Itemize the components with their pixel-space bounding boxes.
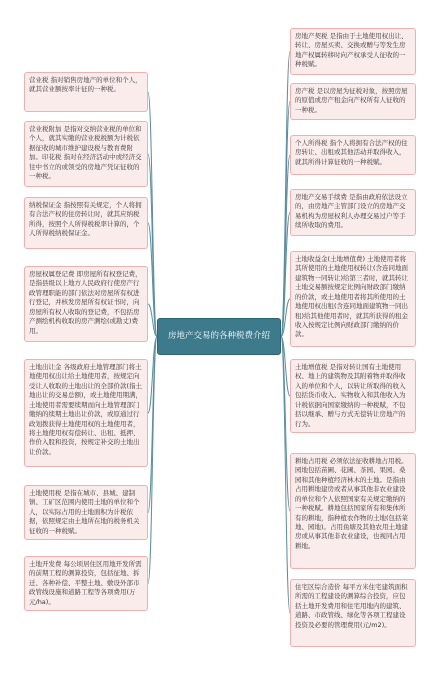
right-node-text: 住宅区综合造价 每平方米住宅建筑面积所需的工程建设的测算综合投资，应包括土地开发费用和住宅用地内的建筑、道路、市政管线、绿化等各项工程建设投资及必要的管理费用(元/m2)。 (295, 583, 408, 629)
left-node-text: 土地出让金 各级政府土地管理部门将土地使用权出让给土地使用者，按规定向受让人收取的土地出让的全部价款(指土地出让的交易总额)，或土地使用期满，土地使用者需要续期而向土地管理部门缴纳的续期土地出让价款，或原通过行政划拨获得土地使用权的土地使用者，将土地使用权有偿转让、出租、抵押、作价入股和投资，按规定补交的土地出让价款。 (29, 363, 143, 456)
right-node-gengdi-zhanyongshui[interactable] (290, 453, 416, 569)
left-node-fangwu-dengjifei[interactable] (24, 266, 148, 342)
right-node-text: 土地收益金(土地增值费) 土地使用者将其所使用的土地使用权转让(含连同地面建筑物一同转让)给第三者时，就其转让土地交易额按规定比例向财政部门缴纳的价款，或土地使用者将其所使用的土地使用权出租(含连同地面建筑物一同出租)给其他使用者时，就其所获得的租金收入按规定比例向财政部门缴纳的价款。 (295, 255, 409, 339)
left-node-text: 营业税 指对销售房地产的单位和个人，就其营业额按率计征的一种税。 (29, 76, 142, 94)
right-node-text: 个人所得税 指个人将拥有合法产权的住房转让、出租或其他活动并取得收入，就其所得计算征收的一种税赋。 (295, 139, 408, 166)
right-node-zonghe-zaojia[interactable] (290, 579, 416, 647)
right-node-tudi-zengzhishui[interactable] (290, 359, 416, 433)
connector-line (148, 154, 157, 337)
right-node-text: 房地产契税 是指由于土地使用权出让、转让、房屋买卖、交换或赠与等发生房地产权属转移时向产权承受人征收的一种税赋。 (295, 32, 408, 69)
left-node-yingyeshui-fujia[interactable] (24, 121, 148, 187)
left-node-yingyeshui[interactable] (24, 72, 148, 112)
left-node-tudi-kaifafei[interactable] (24, 556, 148, 611)
right-node-text: 耕地占用税 必须依法征收耕地占用税。园地包括苗圃、花圃、茶园、果园、桑园和其他种植经济林木的土地。是指由占用耕地建房或者从事其他非农业建设的单位和个人依照国家有关规定缴纳的一种税赋。耕地包括国家所有和集体所有的耕地，指种植农作物的土地(包括菜地、园地)。占用鱼塘及其他农用土地建房或从事其他非农业建设，也视同占用耕地。 (295, 457, 409, 550)
right-node-text: 房地产交易手续费 是指由政府依法设立的，由房地产主管部门设立的房地产交易机构为房屋权利人办理交易过户等手续所收取的费用。 (295, 193, 408, 230)
center-topic-label: 房地产交易的各种税费介绍 (167, 330, 270, 341)
right-node-geren-suodeshui[interactable] (290, 135, 416, 175)
right-node-text: 土地增值税 是指对转让国有土地使用权、地上的建筑物及其附着物并取得收入的单位和个人，以转让所取得的收入包括货币收入、实物收入和其他收入为计税依据向国家缴纳的一种税赋，不包括以继承、赠与方式无偿转让房地产的行为。 (295, 363, 406, 428)
right-node-tudi-shouyi[interactable] (290, 251, 416, 347)
left-node-text: 土地开发费 每公顷居住区用地开发所需的前期工程的测算投资，包括征地、拆迁、各种补偿、平整土地、敷设外部市政管线设施和道路工程等各项费用(万元/ha)。 (29, 560, 142, 606)
center-topic[interactable] (157, 318, 281, 355)
right-node-fangchanshui[interactable] (290, 83, 416, 120)
left-node-text: 纳税保证金 指按照有关规定，个人将拥有合法产权的住房转让时，就其应纳税所得，按照个人所得税税率计算的，个人所得税纳税保证金。 (29, 201, 142, 238)
right-node-jiaoyi-shouxufei[interactable] (290, 189, 416, 236)
left-node-text: 营业税附加 是指对交纳营业税的单位和个人，就其实缴的营业税税额为计税依据征收的城市维护建设税与教育费附加。印花税 指对在经济活动中或经济交往中书立的或领受的房地产凭证征收的一种税。 (29, 125, 142, 181)
right-node-text: 房产税 是以房屋为征税对象，按照房屋的原值或房产租金向产权所有人征收的一种税。 (295, 87, 408, 114)
left-node-text: 土地使用税 是指在城市、县城、建制镇、工矿区范围内使用土地的单位和个人，以实际占用的土地面积为计税依据，依照规定由土地所在地的税务机关征收的一种税赋。 (29, 489, 140, 535)
left-node-tudi-chuzhijin[interactable] (24, 359, 148, 467)
left-node-text: 房屋权属登记费 即房屋所有权登记费，是指县级以上地方人民政府行使房产行政管理职能的部门依法对房屋所有权进行登记，并核发房屋所有权证书时，向房屋所有权人收取的登记费，不包括房产测绘机构收取的房产测绘(或勘丈)费用。 (29, 270, 142, 335)
connector-line (148, 92, 157, 337)
connector-line (281, 337, 290, 614)
right-node-qishui[interactable] (290, 28, 416, 75)
left-node-nashui-baozhengjin[interactable] (24, 197, 148, 249)
left-node-tudi-shiyong[interactable] (24, 485, 148, 540)
